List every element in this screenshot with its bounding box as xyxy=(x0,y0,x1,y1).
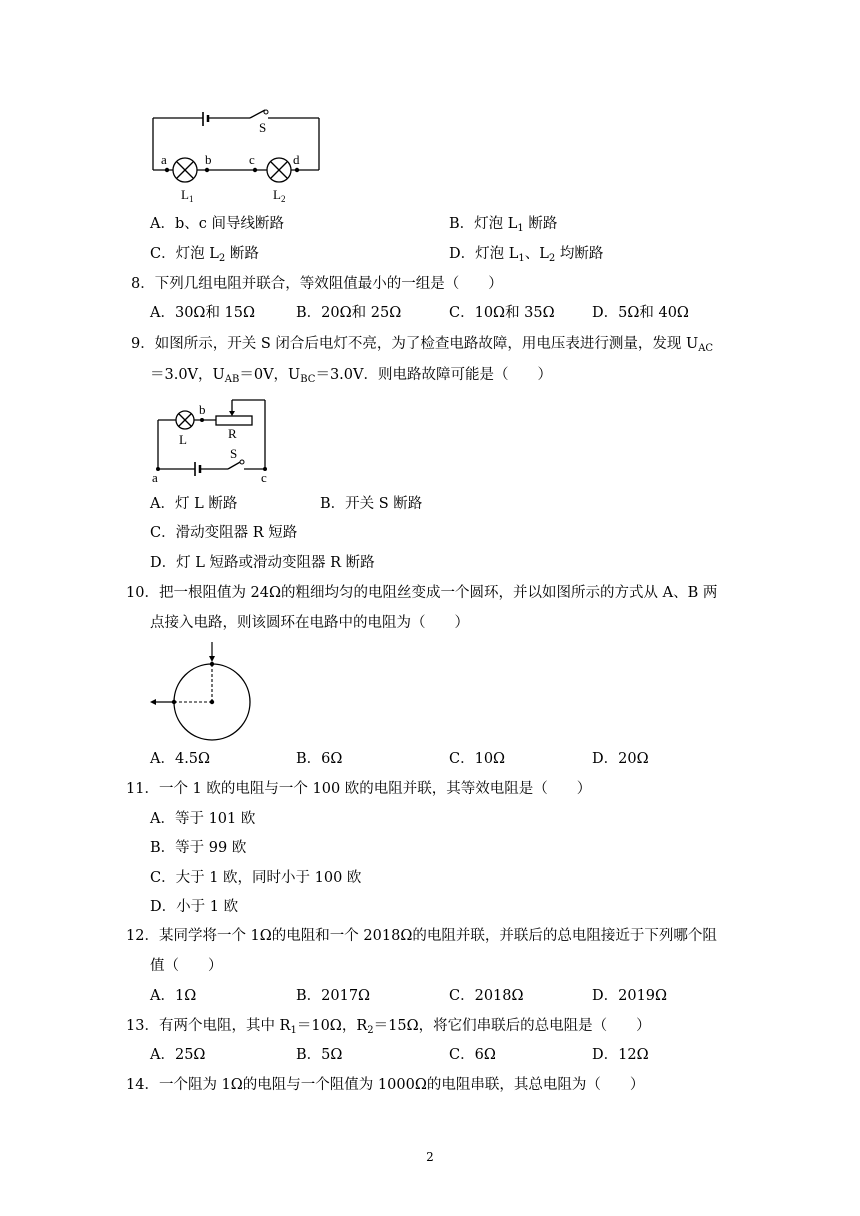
q8-option-d: D．5Ω和 40Ω xyxy=(592,305,689,321)
q7-circuit-figure xyxy=(145,100,335,205)
q12-option-a: A．1Ω xyxy=(150,988,197,1004)
q13-stem: 13．有两个电阻，其中 $R_1=10\Omega$，$R_2=15\Omega$，将它们串联后的总电阻是（ ） xyxy=(126,1018,651,1036)
q10-stem-line2: 点接入电路，则该圆环在电路中的电阻为（ ） xyxy=(150,615,469,631)
q8-option-a: A．30Ω和 15Ω xyxy=(150,305,256,321)
q7-option-c: C．灯泡 $L_2$ 断路 xyxy=(150,246,259,264)
q13-option-a: A．25Ω xyxy=(150,1047,206,1063)
q7-label-a: a xyxy=(161,152,167,167)
q9-option-c: C．滑动变阻器 R 短路 xyxy=(150,525,298,541)
page-number: 2 xyxy=(426,1150,434,1164)
q11-option-d: D．小于 1 欧 xyxy=(150,899,239,915)
q11-option-a: A．等于 101 欧 xyxy=(150,811,256,827)
q9-label-c: c xyxy=(261,470,267,484)
q10-option-a: A．4.5Ω xyxy=(150,751,211,767)
q12-option-c: C．2018Ω xyxy=(449,988,524,1004)
q12-option-d: D．2019Ω xyxy=(592,988,668,1004)
q7-label-switch: S xyxy=(259,120,267,135)
q7-option-b: B．灯泡 $L_1$ 断路 xyxy=(449,216,558,234)
q7-label-d: d xyxy=(293,152,300,167)
q7-label-l2: $L_2$ xyxy=(273,187,286,204)
q9-label-a: a xyxy=(152,470,158,484)
q9-label-r: R xyxy=(228,426,237,441)
q12-stem-line1: 12．某同学将一个 1Ω的电阻和一个 2018Ω的电阻并联，并联后的总电阻接近于下列哪个阻 xyxy=(126,928,717,944)
q12-stem-line2: 值（ ） xyxy=(150,958,223,974)
q7-option-d: D．灯泡 $L_1$、$L_2$ 均断路 xyxy=(449,246,604,264)
q10-option-c: C．10Ω xyxy=(449,751,506,767)
q10-stem-line1: 10．把一根阻值为 24Ω的粗细均匀的电阻丝变成一个圆环，并以如图所示的方式从 A、B 两 xyxy=(126,585,718,601)
q9-stem-line2: ＝3.0V，$U_{AB}=0V$，$U_{BC}=3.0V$．则电路故障可能是（ ） xyxy=(150,367,552,385)
q9-label-switch: S xyxy=(230,446,238,461)
q10-ring-figure xyxy=(148,640,258,745)
q14-stem: 14．一个阻为 1Ω的电阻与一个阻值为 1000Ω的电阻串联，其总电阻为（ ） xyxy=(126,1077,645,1093)
q9-option-d: D．灯 L 短路或滑动变阻器 R 断路 xyxy=(150,555,375,571)
q9-label-b: b xyxy=(199,402,206,417)
q10-option-b: B．6Ω xyxy=(296,751,343,767)
q11-stem: 11．一个 1 欧的电阻与一个 100 欧的电阻并联，其等效电阻是（ ） xyxy=(126,781,592,797)
q13-option-b: B．5Ω xyxy=(296,1047,343,1063)
q7-option-a: A．b、c 间导线断路 xyxy=(150,216,284,232)
q11-option-c: C．大于 1 欧，同时小于 100 欧 xyxy=(150,870,362,886)
q8-option-b: B．20Ω和 25Ω xyxy=(296,305,402,321)
q8-stem: 8．下列几组电阻并联合，等效阻值最小的一组是（ ） xyxy=(131,276,503,292)
q12-option-b: B．2017Ω xyxy=(296,988,371,1004)
q9-circuit-figure xyxy=(150,392,275,484)
q13-option-d: D．12Ω xyxy=(592,1047,649,1063)
q8-option-c: C．10Ω和 35Ω xyxy=(449,305,555,321)
q9-stem-line1: 9．如图所示，开关 S 闭合后电灯不亮，为了检查电路故障，用电压表进行测量，发现 $U_{AC}$ xyxy=(131,336,714,354)
q10-option-d: D．20Ω xyxy=(592,751,649,767)
q7-label-b: b xyxy=(205,152,212,167)
q7-label-l1: $L_1$ xyxy=(181,187,194,204)
q9-option-b: B．开关 S 断路 xyxy=(320,496,423,512)
q11-option-b: B．等于 99 欧 xyxy=(150,840,247,856)
q9-option-a: A．灯 L 断路 xyxy=(150,496,238,512)
q13-option-c: C．6Ω xyxy=(449,1047,496,1063)
q7-label-c: c xyxy=(249,152,255,167)
q9-label-lamp: L xyxy=(179,432,187,447)
